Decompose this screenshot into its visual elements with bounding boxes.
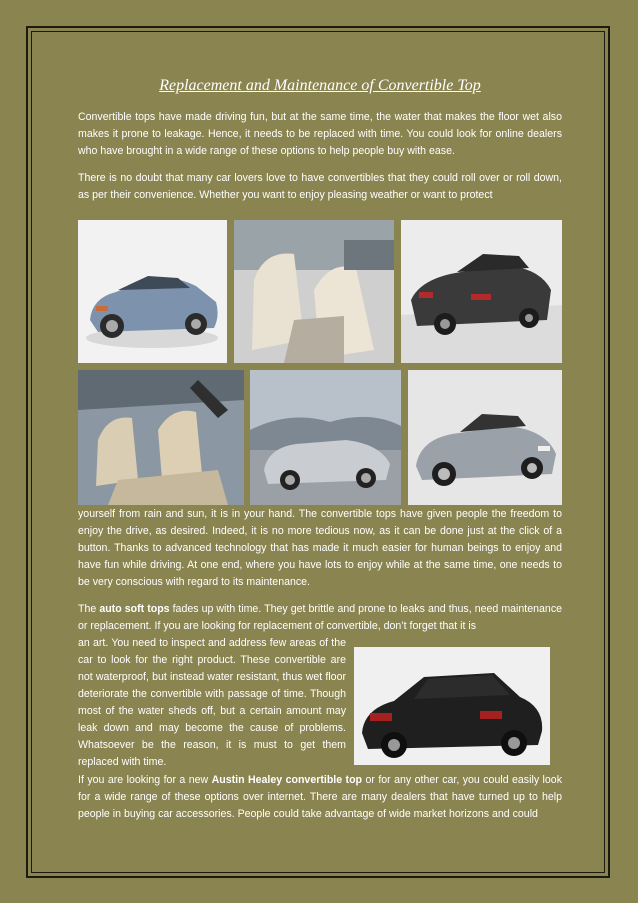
car-interior-seats-photo <box>234 220 394 363</box>
open-top-interior-photo <box>78 370 244 505</box>
dark-convertible-rear-photo <box>401 220 562 363</box>
auto-soft-tops-emphasis: auto soft tops <box>99 603 170 615</box>
blue-roadster-photo <box>78 220 227 363</box>
silver-roadster-photo <box>250 370 401 505</box>
paragraph-4-wrapped: an art. You need to inspect and address few areas of the car to look for the right product. These convertible are not waterproof, but instead water resistant, thus wet floor deteriorate the convertible with passage of time. Though most of the water sheds off, but a certain amount may leak down and may become the cause of problems. Whatsoever be the reason, it is must to get them replaced with time. <box>78 637 346 768</box>
paragraph-4-start: The <box>78 603 100 615</box>
document-title: Replacement and Maintenance of Convertible Top <box>159 77 481 94</box>
silver-sports-coupe-photo <box>408 370 562 505</box>
paragraph-4 <box>78 601 562 635</box>
paragraph-5 <box>78 772 562 823</box>
paragraph-3: yourself from rain and sun, it is in your hand. The convertible tops have given people the freedom to enjoy the drive, as desired. Indeed, it is no more tedious now, as it can be done just at the click of a button. Thanks to advanced technology that has made it much easier for human beings to enjoy and have fun while driving. At one end, where you have lots to enjoy while at the same time, one needs to be very conscious with regard to its maintenance. <box>78 508 562 588</box>
paragraph-1: Convertible tops have made driving fun, but at the same time, the water that makes the floor wet also makes it prone to leakage. Hence, it needs to be replaced with time. You could look for online dealers who have brought in a wide range of these options to help people buy with ease. <box>78 111 562 157</box>
austin-healey-emphasis: Austin Healey convertible top <box>211 774 363 786</box>
paragraph-5-cont: or for any other car, you could easily look for a wide range of these options over internet. There are many dealers that have turned up to help people in buying car accessories. People could take advantage of wide market horizons and could <box>78 774 562 820</box>
paragraph-5-start: If you are looking for a new <box>78 774 212 786</box>
paragraph-4-cont: fades up with time. They get brittle and prone to leaks and thus, need maintenance or replacement. If you are looking for replacement of convertible, don’t forget that it is <box>78 603 563 632</box>
black-soft-top-sedan-photo <box>354 647 550 765</box>
paragraph-2: There is no doubt that many car lovers love to have convertibles that they could roll over or roll down, as per their convenience. Whether you want to enjoy pleasing weather or want to protect <box>78 172 562 201</box>
